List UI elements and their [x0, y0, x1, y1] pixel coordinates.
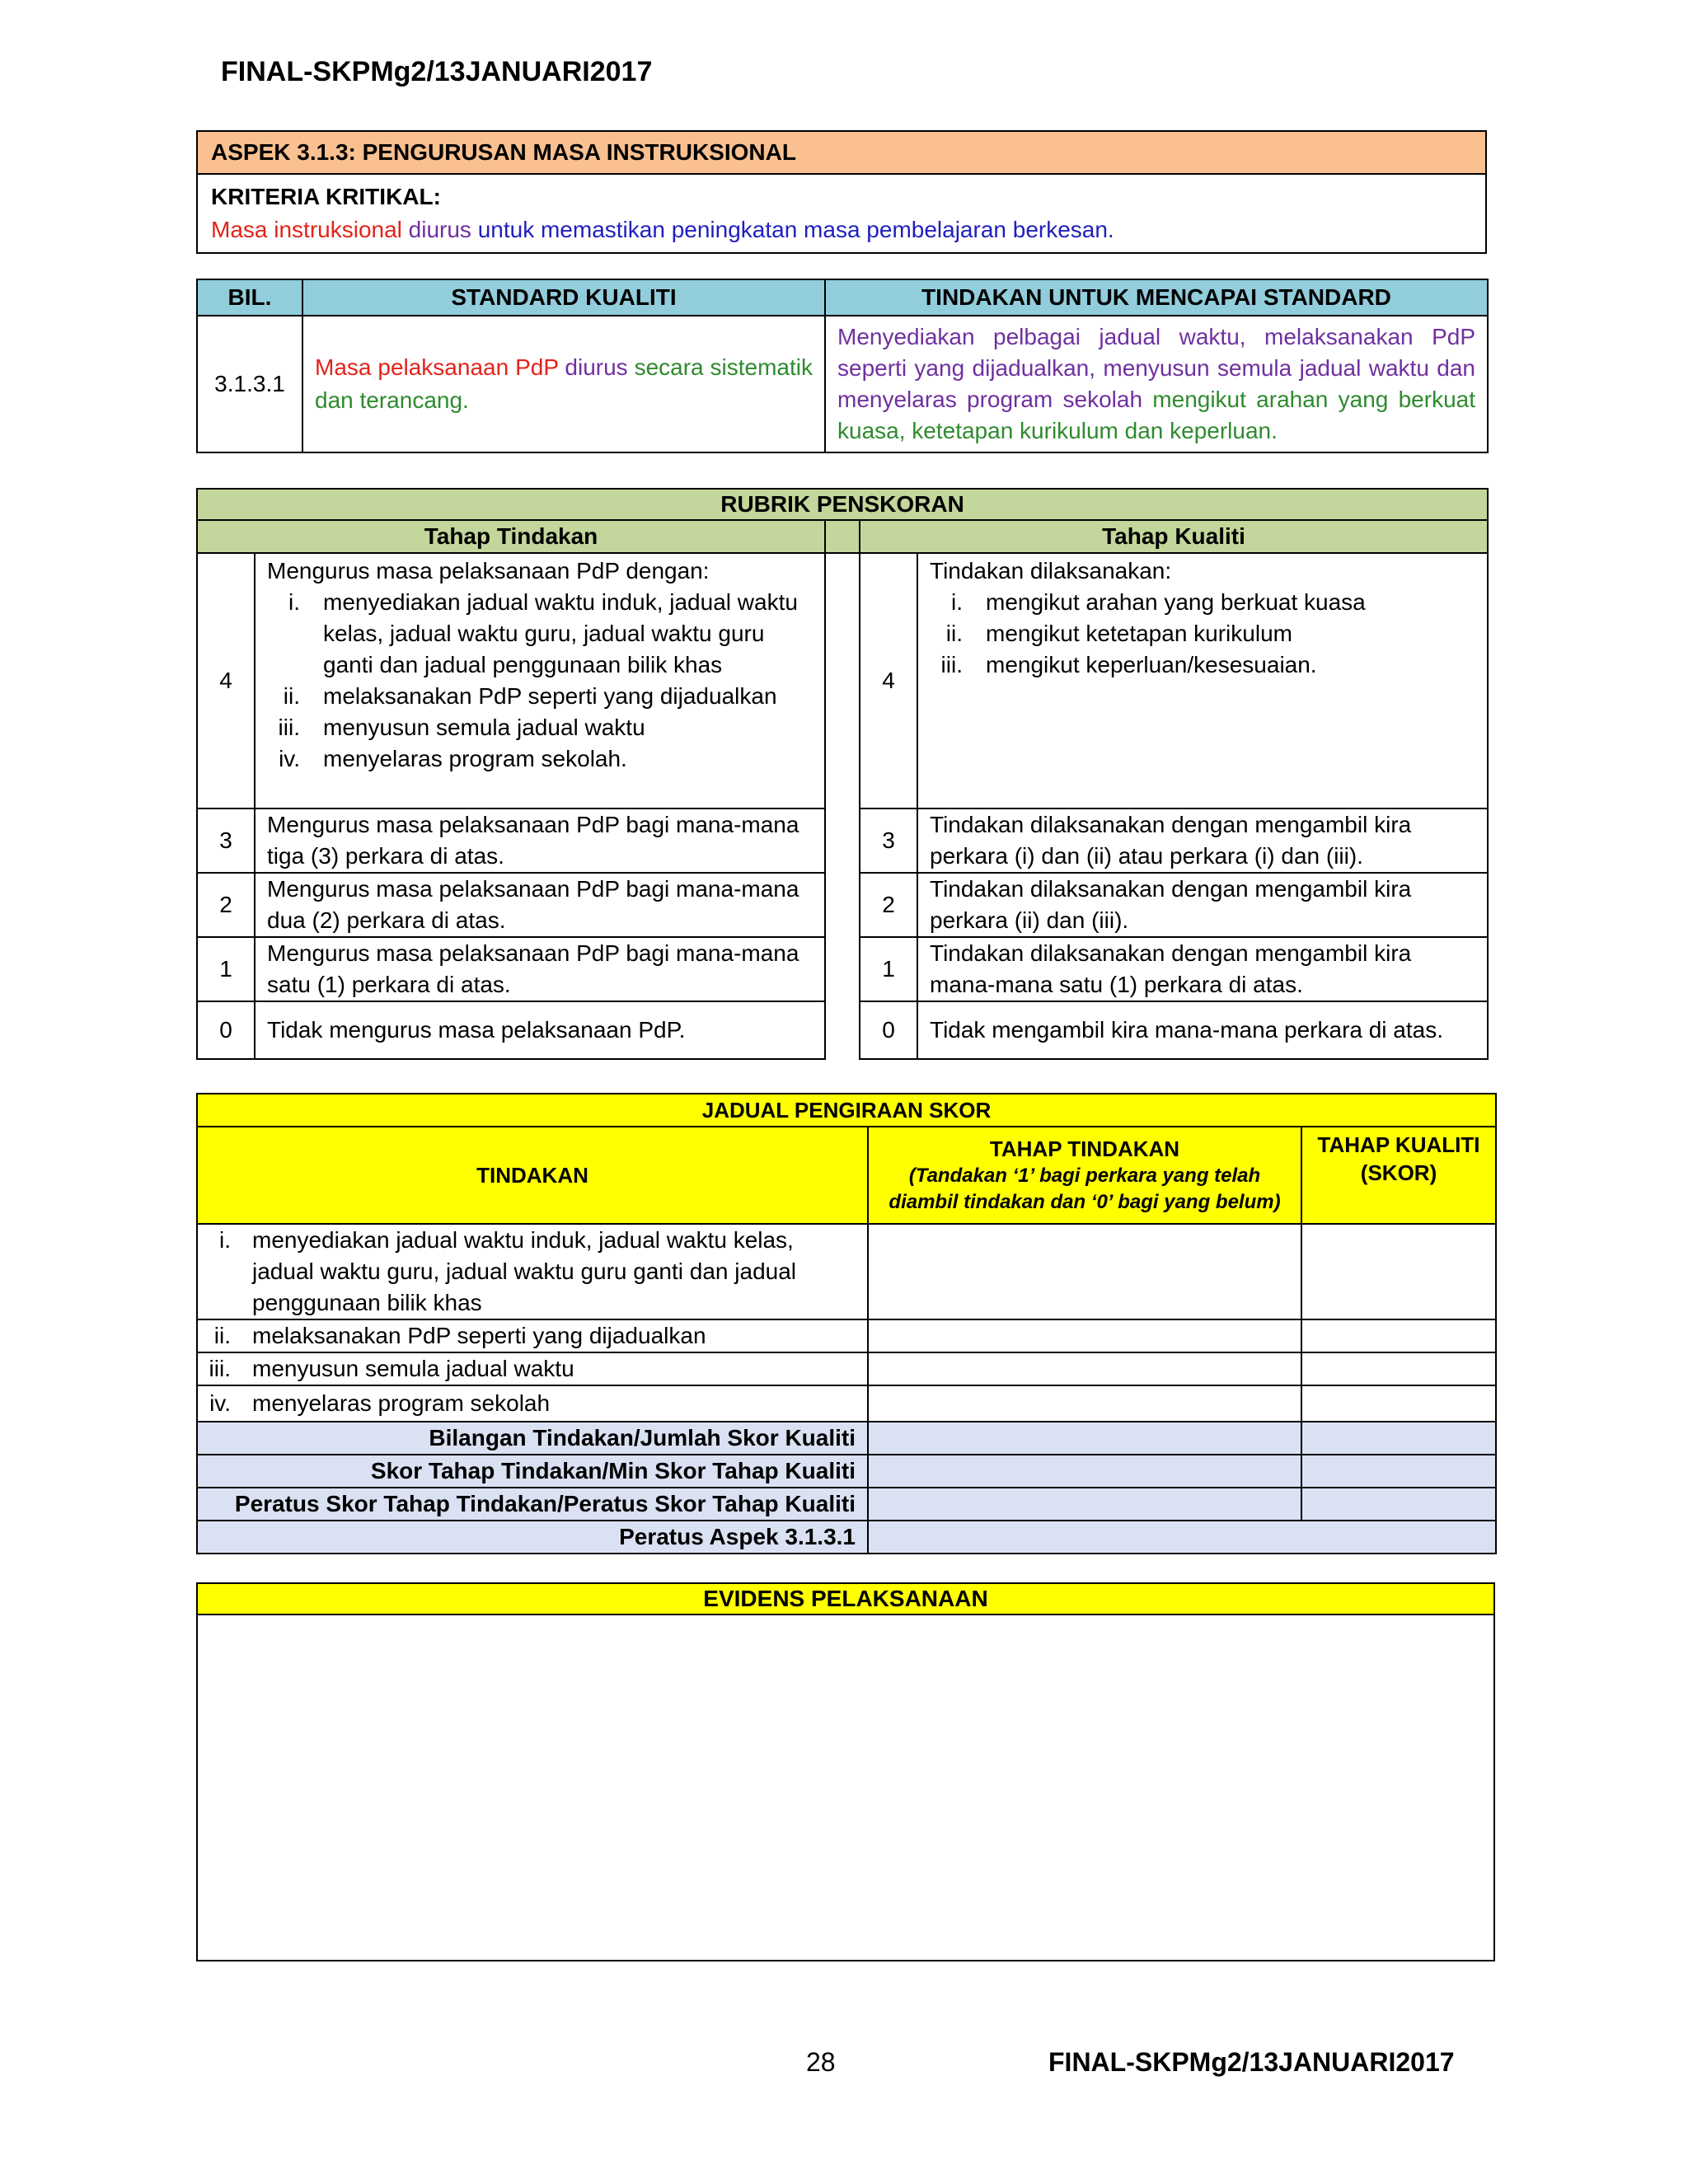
kualiti-score-4: 4	[860, 553, 917, 808]
summary-bilangan-tindakan[interactable]	[868, 1422, 1301, 1455]
item-text: menyelaras program sekolah	[252, 1390, 551, 1416]
col-tahap-tindakan-note: (Tandakan ‘1’ bagi perkara yang telah diambil tindakan dan ‘0’ bagi yang belum)	[889, 1165, 1281, 1213]
tindakan-desc-2: Mengurus masa pelaksanaan PdP bagi mana-mana dua (2) perkara di atas.	[255, 873, 825, 937]
kriteria-part-2: diurus	[408, 217, 478, 242]
jadual-skor-title: JADUAL PENGIRAAN SKOR	[197, 1094, 1496, 1127]
tindakan-list	[267, 587, 813, 775]
item-text: menyelaras program sekolah.	[323, 746, 627, 771]
tindakan-desc-0: Tidak mengurus masa pelaksanaan PdP.	[255, 1001, 825, 1059]
item-number: iii.	[209, 1356, 231, 1381]
tindakan-score-3: 3	[197, 808, 255, 873]
kualiti-score-2: 2	[860, 873, 917, 937]
kriteria-text	[211, 213, 1472, 246]
kriteria-part-3: untuk memastikan peningkatan masa pembelajaran berkesan.	[477, 217, 1114, 242]
standard-part-2: diurus	[565, 354, 635, 380]
item-text: menyediakan jadual waktu induk, jadual waktu kelas, jadual waktu guru, jadual waktu guru ganti dan jadual penggunaan bilik khas	[252, 1227, 797, 1315]
summary-bilangan-kualiti[interactable]	[1301, 1422, 1496, 1455]
page-number: 28	[806, 2047, 836, 2077]
kriteria-cell	[197, 174, 1486, 253]
item-text: menyusun semula jadual waktu	[252, 1356, 574, 1381]
col-tindakan: TINDAKAN	[197, 1127, 868, 1224]
item-number: iv.	[279, 746, 300, 771]
standard-text	[302, 316, 825, 452]
skor-item-2	[197, 1319, 868, 1352]
summary-peratus: Peratus Skor Tahap Tindakan/Peratus Skor Tahap Kualiti	[197, 1488, 868, 1521]
item-number: ii.	[213, 1323, 231, 1348]
list-item	[267, 712, 813, 743]
col-tahap-kualiti: TAHAP KUALITI (SKOR)	[1301, 1127, 1496, 1224]
tindakan-score-1: 1	[197, 937, 255, 1001]
kualiti-score-3: 3	[860, 808, 917, 873]
col-tahap-tindakan: TAHAP TINDAKAN	[989, 1137, 1180, 1161]
summary-skor: Skor Tahap Tindakan/Min Skor Tahap Kualiti	[197, 1455, 868, 1488]
item-text: melaksanakan PdP seperti yang dijadualkan	[323, 683, 777, 709]
rubrik-title: RUBRIK PENSKORAN	[197, 489, 1488, 520]
skor-input-kualiti-1[interactable]	[1301, 1224, 1496, 1319]
standard-part-3: secara sistematik dan terancang.	[315, 354, 813, 413]
bil-value: 3.1.3.1	[197, 316, 302, 452]
skor-item-list	[203, 1320, 856, 1352]
kualiti-desc-3: Tindakan dilaksanakan dengan mengambil kira perkara (i) dan (ii) atau perkara (i) dan (iii).	[917, 808, 1488, 873]
tahap-tindakan-header: Tahap Tindakan	[197, 520, 825, 553]
list-item	[930, 649, 1475, 681]
item-text: melaksanakan PdP seperti yang dijadualkan	[252, 1323, 706, 1348]
item-text: menyediakan jadual waktu induk, jadual waktu kelas, jadual waktu guru, jadual waktu guru ganti dan jadual penggunaan bilik khas	[323, 589, 798, 677]
list-item	[203, 1225, 856, 1319]
skor-input-tindakan-3[interactable]	[868, 1352, 1301, 1385]
tindakan-text	[825, 316, 1488, 452]
list-item	[267, 743, 813, 775]
kualiti-list	[930, 587, 1475, 681]
summary-skor-kualiti[interactable]	[1301, 1455, 1496, 1488]
list-item	[203, 1353, 856, 1385]
kualiti-score-1: 1	[860, 937, 917, 1001]
tahap-kualiti-table	[859, 552, 1489, 1060]
tindakan-score-4: 4	[197, 553, 255, 808]
evidens-table	[196, 1582, 1495, 1961]
tahap-kualiti-header: Tahap Kualiti	[860, 520, 1488, 553]
list-item	[203, 1320, 856, 1352]
tindakan-score-2: 2	[197, 873, 255, 937]
kriteria-label: KRITERIA KRITIKAL:	[211, 184, 441, 209]
item-text: mengikut keperluan/kesesuaian.	[986, 652, 1317, 677]
skor-item-3	[197, 1352, 868, 1385]
tindakan-part-1: Menyediakan pelbagai jadual waktu, melaksanakan PdP seperti yang dijadualkan, menyusun semula jadual waktu dan menyelaras program sekolah	[837, 324, 1475, 412]
skor-input-kualiti-3[interactable]	[1301, 1352, 1496, 1385]
header-tindakan: TINDAKAN UNTUK MENCAPAI STANDARD	[825, 279, 1488, 316]
item-number: iii.	[940, 652, 963, 677]
item-number: ii.	[945, 621, 963, 646]
header-standard-kualiti: STANDARD KUALITI	[302, 279, 825, 316]
item-text: mengikut arahan yang berkuat kuasa	[986, 589, 1366, 615]
aspek-box	[196, 130, 1487, 254]
tindakan-desc-1: Mengurus masa pelaksanaan PdP bagi mana-mana satu (1) perkara di atas.	[255, 937, 825, 1001]
rubrik-header	[196, 488, 1489, 554]
item-number: iv.	[209, 1390, 231, 1416]
peratus-aspek-value[interactable]	[868, 1521, 1496, 1554]
skor-item-1	[197, 1224, 868, 1319]
list-item	[267, 681, 813, 712]
skor-input-tindakan-4[interactable]	[868, 1385, 1301, 1422]
kualiti-desc-4	[917, 553, 1488, 808]
aspek-title: ASPEK 3.1.3: PENGURUSAN MASA INSTRUKSIONAL	[197, 131, 1486, 174]
peratus-aspek-label: Peratus Aspek 3.1.3.1	[197, 1521, 868, 1554]
skor-input-kualiti-4[interactable]	[1301, 1385, 1496, 1422]
item-number: iii.	[278, 715, 300, 740]
summary-peratus-kualiti[interactable]	[1301, 1488, 1496, 1521]
skor-input-kualiti-2[interactable]	[1301, 1319, 1496, 1352]
tahap-tindakan-table	[196, 552, 826, 1060]
list-item	[203, 1388, 856, 1419]
header-bil: BIL.	[197, 279, 302, 316]
kriteria-part-1: Masa instruksional	[211, 217, 409, 242]
item-number: i.	[219, 1227, 231, 1253]
kualiti-intro: Tindakan dilaksanakan:	[930, 558, 1172, 583]
standard-table	[196, 279, 1489, 453]
item-text: menyusun semula jadual waktu	[323, 715, 645, 740]
list-item	[930, 618, 1475, 649]
evidens-content[interactable]	[197, 1615, 1494, 1961]
col-tahap-tindakan-cell	[868, 1127, 1301, 1224]
tindakan-desc-3: Mengurus masa pelaksanaan PdP bagi mana-mana tiga (3) perkara di atas.	[255, 808, 825, 873]
kualiti-desc-1: Tindakan dilaksanakan dengan mengambil kira mana-mana satu (1) perkara di atas.	[917, 937, 1488, 1001]
footer-doc-code: FINAL-SKPMg2/13JANUARI2017	[1048, 2047, 1455, 2077]
tindakan-intro: Mengurus masa pelaksanaan PdP dengan:	[267, 558, 710, 583]
skor-item-4	[197, 1385, 868, 1422]
jadual-skor-table	[196, 1093, 1497, 1554]
item-number: i.	[288, 589, 300, 615]
item-number: ii.	[283, 683, 300, 709]
skor-item-list	[203, 1353, 856, 1385]
tindakan-desc-4	[255, 553, 825, 808]
summary-skor-tindakan[interactable]	[868, 1455, 1301, 1488]
skor-item-list	[203, 1225, 856, 1319]
item-number: i.	[951, 589, 963, 615]
summary-peratus-tindakan[interactable]	[868, 1488, 1301, 1521]
kualiti-score-0: 0	[860, 1001, 917, 1059]
header-doc-code: FINAL-SKPMg2/13JANUARI2017	[221, 56, 653, 87]
rubrik-header-gap	[825, 520, 860, 553]
summary-bilangan: Bilangan Tindakan/Jumlah Skor Kualiti	[197, 1422, 868, 1455]
tindakan-part-2: mengikut arahan yang berkuat kuasa, ketetapan kurikulum dan keperluan.	[837, 387, 1475, 443]
list-item	[267, 587, 813, 681]
kualiti-desc-2: Tindakan dilaksanakan dengan mengambil kira perkara (ii) dan (iii).	[917, 873, 1488, 937]
evidens-title: EVIDENS PELAKSANAAN	[197, 1583, 1494, 1615]
skor-input-tindakan-2[interactable]	[868, 1319, 1301, 1352]
skor-item-list	[203, 1388, 856, 1419]
skor-input-tindakan-1[interactable]	[868, 1224, 1301, 1319]
item-text: mengikut ketetapan kurikulum	[986, 621, 1292, 646]
kualiti-desc-0: Tidak mengambil kira mana-mana perkara di atas.	[917, 1001, 1488, 1059]
list-item	[930, 587, 1475, 618]
tindakan-score-0: 0	[197, 1001, 255, 1059]
standard-part-1: Masa pelaksanaan PdP	[315, 354, 565, 380]
